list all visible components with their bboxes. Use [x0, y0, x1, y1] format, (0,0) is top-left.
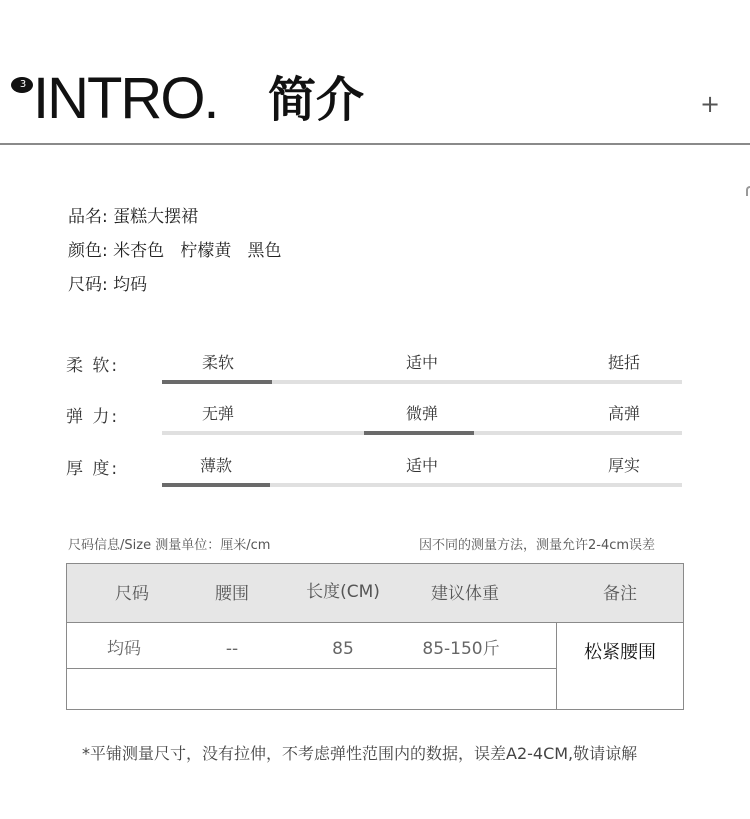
measurement-tolerance-note: 因不同的测量方法，测量允许2-4cm误差	[419, 538, 656, 553]
elasticity-option: 无弹	[202, 404, 235, 423]
intro-title: INTRO.	[33, 66, 218, 131]
measurement-footnote: *平铺测量尺寸，没有拉伸，不考虑弹性范围内的数据，误差A2-4CM,敬请谅解	[82, 744, 638, 763]
table-cell: 85-150斤	[422, 639, 500, 659]
softness-track	[162, 380, 682, 384]
size-table	[66, 563, 684, 710]
table-row-divider	[67, 668, 557, 669]
softness-indicator	[162, 380, 272, 384]
thickness-indicator	[162, 483, 270, 487]
product-name-line: 品名: 蛋糕大摆裙	[68, 207, 199, 227]
table-note-cell: 松紧腰围	[584, 642, 656, 663]
softness-label: 柔 软:	[66, 356, 120, 376]
thickness-option: 薄款	[200, 456, 233, 475]
thickness-option: 厚实	[608, 456, 641, 475]
table-header-row	[67, 564, 683, 623]
edge-mark	[746, 186, 750, 196]
table-cell: --	[225, 639, 239, 659]
elasticity-indicator	[364, 431, 474, 435]
section-number-badge: 3	[11, 77, 33, 93]
elasticity-option: 高弹	[608, 404, 641, 423]
table-header-cell: 腰围	[215, 584, 249, 604]
intro-title-cn: 简介	[268, 72, 365, 128]
table-cell: 85	[332, 639, 354, 659]
elasticity-label: 弹 力:	[66, 407, 120, 427]
plus-icon: +	[700, 90, 721, 118]
table-header-cell: 建议体重	[431, 584, 499, 604]
thickness-track	[162, 483, 682, 487]
product-size-line: 尺码: 均码	[68, 275, 148, 295]
table-column-divider	[556, 623, 557, 709]
intro-header	[0, 0, 750, 145]
product-color-line: 颜色: 米杏色 柠檬黄 黑色	[68, 241, 282, 261]
softness-option: 挺括	[608, 353, 641, 372]
table-header-cell: 备注	[603, 584, 637, 604]
header-divider	[0, 143, 750, 145]
softness-option: 适中	[406, 353, 439, 372]
table-header-cell: 尺码	[115, 584, 149, 604]
table-header-cell: 长度(CM)	[306, 582, 380, 602]
thickness-label: 厚 度:	[66, 459, 120, 479]
elasticity-track	[162, 431, 682, 435]
table-cell: 均码	[107, 639, 141, 659]
thickness-option: 适中	[406, 456, 439, 475]
softness-option: 柔软	[202, 353, 235, 372]
size-info-caption: 尺码信息/Size 测量单位：厘米/cm	[68, 538, 271, 553]
elasticity-option: 微弹	[406, 404, 439, 423]
